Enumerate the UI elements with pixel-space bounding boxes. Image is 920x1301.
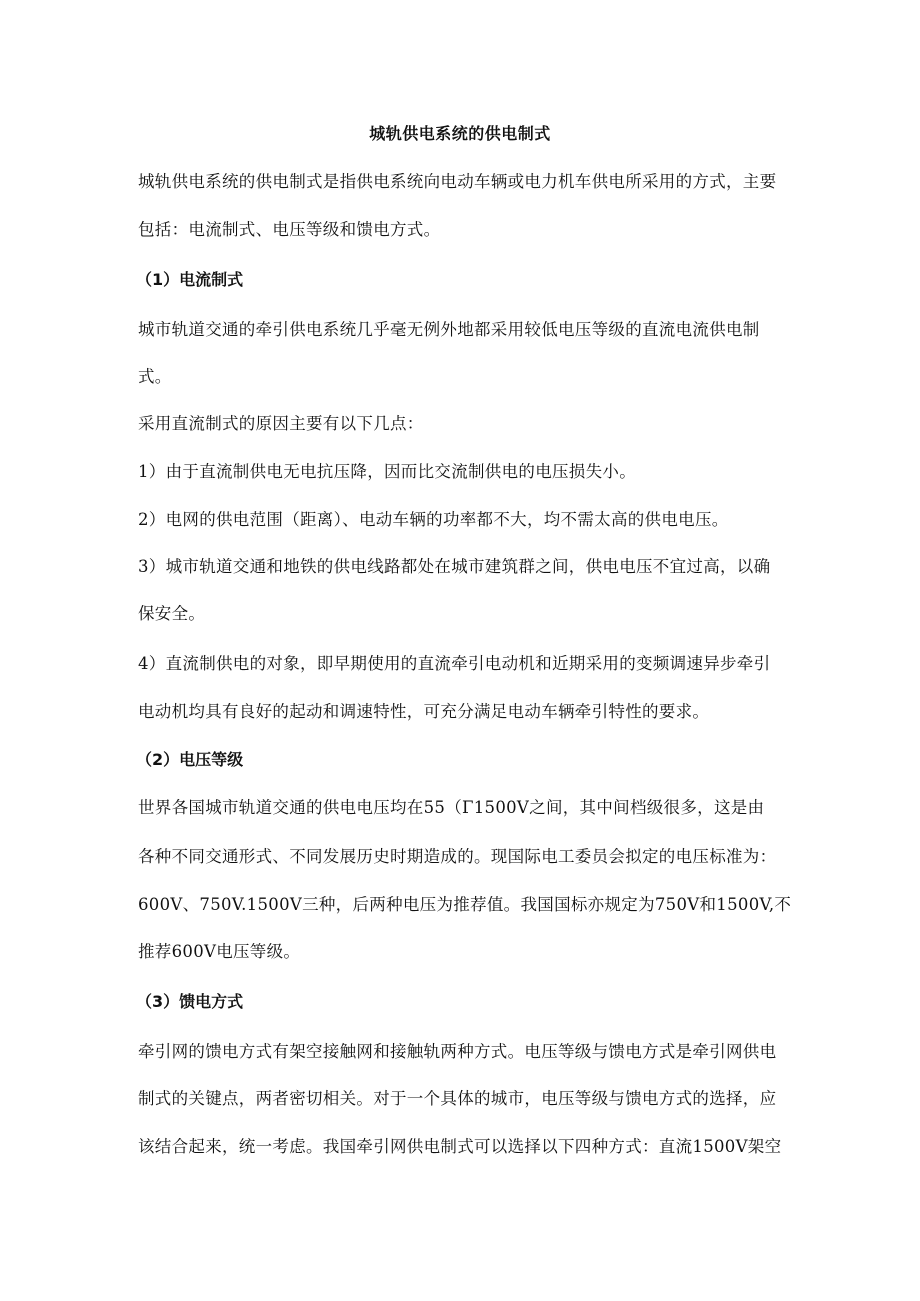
list-item: 3）城市轨道交通和地铁的供电线路都处在城市建筑群之间，供电电压不宜过高，以确 <box>138 557 771 576</box>
list-item-continuation: 保安全。 <box>138 604 206 623</box>
paragraph-line: 600V、750V.1500V三种，后两种电压为推荐值。我国国标亦规定为750V和1500V,不 <box>138 895 792 914</box>
paragraph-line: 该结合起来，统一考虑。我国牵引网供电制式可以选择以下四种方式：直流1500V架空 <box>138 1137 782 1156</box>
section-heading-voltage: （2）电压等级 <box>136 750 244 769</box>
document-title: 城轨供电系统的供电制式 <box>369 124 551 143</box>
paragraph-line: 式。 <box>138 367 172 386</box>
paragraph-line: 采用直流制式的原因主要有以下几点： <box>138 414 424 433</box>
section-heading-feeding: （3）馈电方式 <box>136 992 244 1011</box>
list-item: 4）直流制供电的对象，即早期使用的直流牵引电动机和近期采用的变频调速异步牵引 <box>138 654 771 673</box>
paragraph-line: 世界各国城市轨道交通的供电电压均在55（Γ1500V之间，其中间档级很多，这是由 <box>138 798 765 817</box>
section-heading-current: （1）电流制式 <box>136 270 244 289</box>
list-item: 1）由于直流制供电无电抗压降，因而比交流制供电的电压损失小。 <box>138 462 636 481</box>
intro-line-1: 城轨供电系统的供电制式是指供电系统向电动车辆或电力机车供电所采用的方式，主要 <box>138 172 777 191</box>
paragraph-line: 制式的关键点，两者密切相关。对于一个具体的城市，电压等级与馈电方式的选择，应 <box>138 1089 777 1108</box>
paragraph-line: 推荐600V电压等级。 <box>138 942 301 961</box>
paragraph-line: 牵引网的馈电方式有架空接触网和接触轨两种方式。电压等级与馈电方式是牵引网供电 <box>138 1042 777 1061</box>
paragraph-line: 各种不同交通形式、不同发展历史时期造成的。现国际电工委员会拟定的电压标准为： <box>138 847 777 866</box>
list-item: 2）电网的供电范围（距离）、电动车辆的功率都不大，均不需太高的供电电压。 <box>138 510 729 529</box>
list-item-continuation: 电动机均具有良好的起动和调速特性，可充分满足电动车辆牵引特性的要求。 <box>138 702 710 721</box>
intro-line-2: 包括：电流制式、电压等级和馈电方式。 <box>138 220 441 239</box>
paragraph-line: 城市轨道交通的牵引供电系统几乎毫无例外地都采用较低电压等级的直流电流供电制 <box>138 320 760 339</box>
